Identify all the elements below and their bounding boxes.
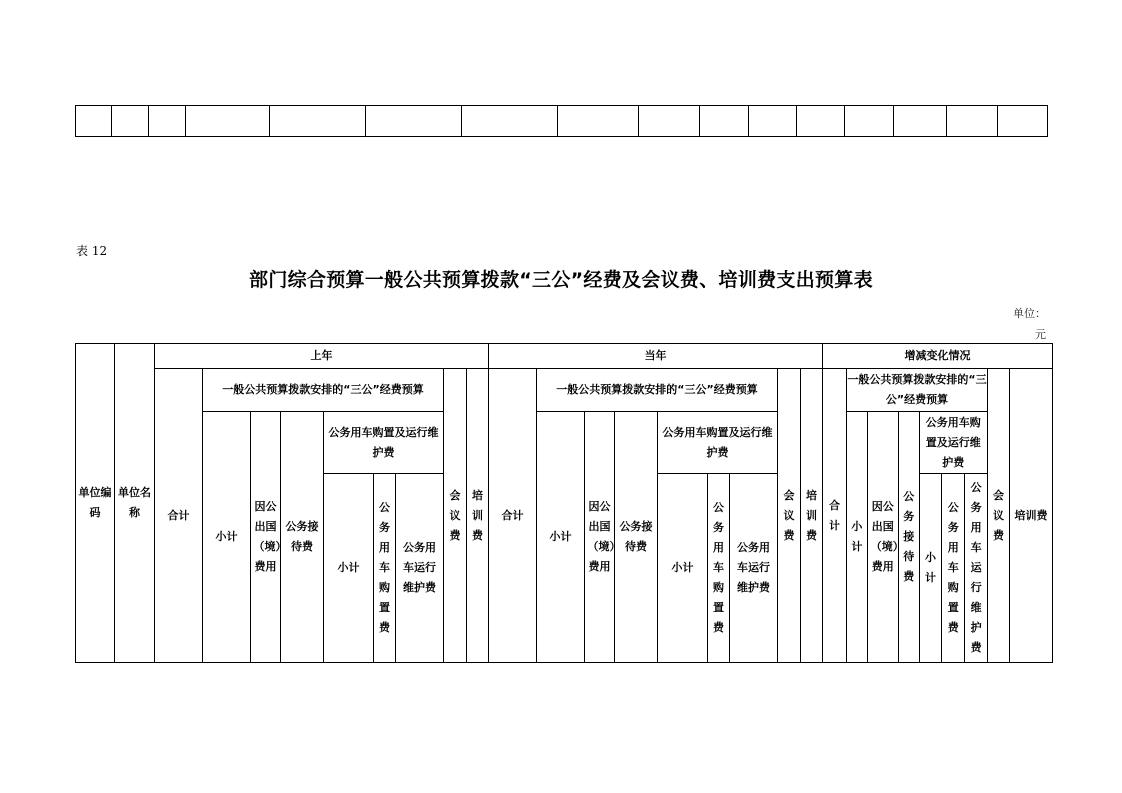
- strip-cell: [76, 106, 112, 137]
- current-year-training: 培训费: [801, 369, 823, 663]
- group-header-change: 增减变化情况: [823, 344, 1053, 369]
- strip-cell: [845, 106, 894, 137]
- current-year-vehicle-purchase: 公务用车购置费: [708, 474, 730, 663]
- change-subtotal: 小计: [847, 412, 868, 663]
- unit-value: 元: [1035, 328, 1046, 341]
- current-year-vehicle-operation: 公务用车运行维护费: [730, 474, 778, 663]
- last-year-sangong-budget: 一般公共预算拨款安排的“三公”经费预算: [203, 369, 444, 412]
- change-meeting: 会议费: [988, 369, 1010, 663]
- last-year-vehicle: 公务用车购置及运行维护费: [324, 412, 444, 474]
- change-reception: 公务接待费: [898, 412, 919, 663]
- top-strip-table: [75, 105, 1048, 137]
- last-year-training: 培训费: [467, 369, 489, 663]
- current-year-abroad: 因公出国（境）费用: [585, 412, 615, 663]
- change-vehicle-operation: 公务用车运行维护费: [965, 474, 988, 663]
- current-year-reception: 公务接待费: [615, 412, 658, 663]
- group-header-last-year: 上年: [155, 344, 489, 369]
- strip-cell: [112, 106, 149, 137]
- last-year-total: 合计: [155, 369, 203, 663]
- unit-name-header: 单位名称: [115, 344, 155, 663]
- last-year-subtotal: 小计: [203, 412, 251, 663]
- strip-cell: [700, 106, 749, 137]
- group-header-current-year: 当年: [489, 344, 823, 369]
- strip-cell: [639, 106, 700, 137]
- current-year-vehicle: 公务用车购置及运行维护费: [658, 412, 778, 474]
- strip-cell: [797, 106, 845, 137]
- last-year-vehicle-operation: 公务用车运行维护费: [396, 474, 444, 663]
- strip-cell: [947, 106, 998, 137]
- change-vehicle: 公务用车购置及运行维护费: [919, 412, 987, 474]
- current-year-total: 合计: [489, 369, 537, 663]
- current-year-vehicle-subtotal: 小计: [658, 474, 708, 663]
- strip-cell: [149, 106, 186, 137]
- current-year-sangong-budget: 一般公共预算拨款安排的“三公”经费预算: [537, 369, 778, 412]
- last-year-reception: 公务接待费: [281, 412, 324, 663]
- unit-code-header: 单位编码: [76, 344, 115, 663]
- last-year-abroad: 因公出国（境）费用: [251, 412, 281, 663]
- strip-cell: [749, 106, 797, 137]
- strip-cell: [186, 106, 270, 137]
- change-vehicle-subtotal: 小计: [919, 474, 942, 663]
- last-year-vehicle-subtotal: 小计: [324, 474, 374, 663]
- strip-cell: [366, 106, 462, 137]
- current-year-subtotal: 小计: [537, 412, 585, 663]
- strip-cell: [558, 106, 639, 137]
- strip-cell: [998, 106, 1048, 137]
- unit-label: 单位：: [1013, 307, 1046, 320]
- strip-cell: [894, 106, 947, 137]
- change-sangong-budget: 一般公共预算拨款安排的“三公”经费预算: [847, 369, 988, 412]
- page-title: 部门综合预算一般公共预算拨款“三公”经费及会议费、培训费支出预算表: [249, 269, 873, 291]
- budget-header-table: [75, 343, 1053, 663]
- current-year-meeting: 会议费: [778, 369, 801, 663]
- change-abroad: 因公出国（境）费用: [867, 412, 898, 663]
- change-vehicle-purchase: 公务用车购置费: [942, 474, 965, 663]
- strip-cell: [270, 106, 366, 137]
- last-year-meeting: 会议费: [444, 369, 467, 663]
- strip-cell: [462, 106, 558, 137]
- last-year-vehicle-purchase: 公务用车购置费: [374, 474, 396, 663]
- change-total: 合计: [823, 369, 847, 663]
- table-number: 表 12: [76, 244, 108, 258]
- change-training: 培训费: [1010, 369, 1053, 663]
